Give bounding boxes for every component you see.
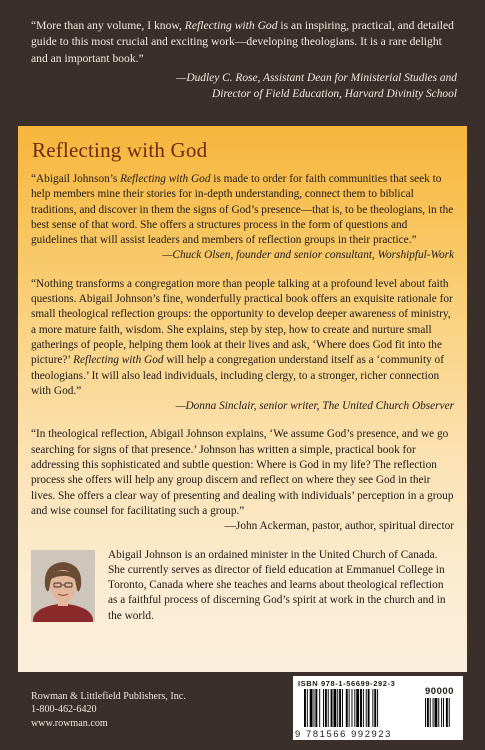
quote-text: “Abigail Johnson’s (31, 173, 121, 185)
barcode-bar (314, 689, 315, 727)
attribution: —John Ackerman, pastor, author, spiritual director (224, 520, 454, 533)
barcode-bar (339, 689, 341, 727)
barcode-bar (356, 689, 359, 727)
book-title-italic: Reflecting with God (184, 19, 278, 32)
barcode-bar (349, 689, 350, 727)
quote-text: is made to order for faith communities that seek to help members mine their stories for in-depth understanding, connect them to biblical traditions, and discover in them the signs of God’s presence—that is, to be theologians, in the best sense of that word. She offers a structures process in the form of questions and guidelines that will assist leaders and members of reflection groups in their practice.” (31, 173, 454, 247)
barcode-bar (337, 689, 338, 727)
endorsement-top (31, 18, 459, 103)
endorsement-sinclair (31, 277, 454, 415)
barcode-bar (449, 698, 450, 727)
quote-text: “More than any volume, I know, (31, 19, 185, 32)
quote-text: “In theological reflection, Abigail Johnson explains, ‘We assume God’s presence, and we go searching for signs of that presence.’ Johnson has written a simple, practical book for addressing this sophisticated and subtle question: Where is God in my life? The reflection process she offers will help any group discern and reflect on where they see God in their lives. She offers a clear way of presenting and dealing with individuals’ perception in a group and wise counsel for facilitating such a group.” (31, 428, 454, 517)
endorsements-panel (18, 126, 467, 672)
barcode-bar (438, 698, 439, 727)
price-code: 90000 (425, 686, 454, 697)
barcode-bar (443, 698, 444, 727)
barcode-bar (354, 689, 355, 727)
barcode-bar (441, 698, 442, 727)
barcode-bar (360, 689, 362, 727)
endorsement-top-attribution (31, 70, 459, 102)
barcode-bar (333, 689, 336, 727)
barcode-bar (346, 689, 348, 727)
endorsement-ackerman (31, 427, 454, 534)
book-title-italic: Reflecting with God (120, 173, 211, 185)
barcode-bar (352, 689, 353, 727)
barcode-bar (323, 689, 324, 727)
quote-text: “Nothing transforms a congregation more than people talking at a profound level about faith questions. Abigail Johnson’s fine, wonderfully practical book offers an exquisite rationale for small theological reflection groups: the opportunity to develop deeper awareness of ministry, a more mature faith, wisdom. She explains, step by step, how to create and nurture small gatherings of people, helping them look at their lives and ask, ‘Where does God fit into the picture?’ (31, 277, 453, 367)
author-bio (31, 548, 454, 624)
barcode-bar (446, 698, 448, 727)
barcode-bar (372, 689, 373, 727)
barcode-bar (377, 689, 378, 727)
barcode (293, 676, 463, 740)
panel-heading: Reflecting with God (32, 138, 208, 162)
attribution-line: Director of Field Education, Harvard Divinity School (212, 88, 457, 101)
author-photo (31, 550, 95, 622)
endorsement-olsen (31, 172, 454, 264)
attribution: —Chuck Olsen, founder and senior consultant, Worshipful-Work (162, 249, 454, 262)
barcode-bar (430, 698, 431, 727)
barcode-bar (368, 689, 370, 727)
barcode-bar (310, 689, 313, 727)
barcode-bar (435, 698, 438, 727)
publisher-url: www.rowman.com (31, 717, 108, 729)
barcode-digits: 9 781566 992923 (295, 728, 392, 739)
barcode-bar (304, 689, 306, 727)
quote-text: is an inspiring, practical, and detailed guide to this most crucial and exciting work—developing theologians. It is a rare delight and an important book.” (31, 19, 454, 65)
barcode-bar (315, 689, 317, 727)
attribution: —Donna Sinclair, senior writer, The United Church Observer (175, 400, 454, 413)
barcode-bar (325, 689, 327, 727)
publisher-phone: 1-800-462-6420 (31, 704, 97, 716)
isbn-text: ISBN 978-1-56699-292-3 (298, 679, 396, 688)
bio-text: Abigail Johnson is an ordained minister in the United Church of Canada. She currently serves as director of field education at Emmanuel College in Toronto, Canada where she teaches and learns about theological reflection as a faithful process of discerning God’s spirit at work in the church and in the world. (108, 548, 446, 622)
attribution-line: —Dudley C. Rose, Assistant Dean for Ministerial Studies and (176, 72, 457, 85)
barcode-bar (433, 698, 434, 727)
barcode-bar (319, 689, 320, 727)
book-title-italic: Reflecting with God (73, 354, 164, 367)
barcode-bar (366, 689, 367, 727)
endorsement-top-text (31, 18, 459, 67)
publisher-name: Rowman & Littlefield Publishers, Inc. (31, 691, 186, 702)
barcode-bar (425, 698, 426, 727)
barcode-bar (342, 689, 343, 727)
quote-text: will help a congregation understand itself as a ‘community of theologians.’ It will also lead individuals, including clergy, to a stronger, richer connection with God.” (31, 354, 444, 397)
barcode-bar (374, 689, 376, 727)
barcode-bar (363, 689, 364, 727)
barcode-bar (328, 689, 329, 727)
publisher-info (31, 690, 186, 730)
barcode-bar (427, 698, 429, 727)
barcode-bar (307, 689, 308, 727)
barcode-bar (331, 689, 333, 727)
author-portrait-image (31, 550, 95, 622)
